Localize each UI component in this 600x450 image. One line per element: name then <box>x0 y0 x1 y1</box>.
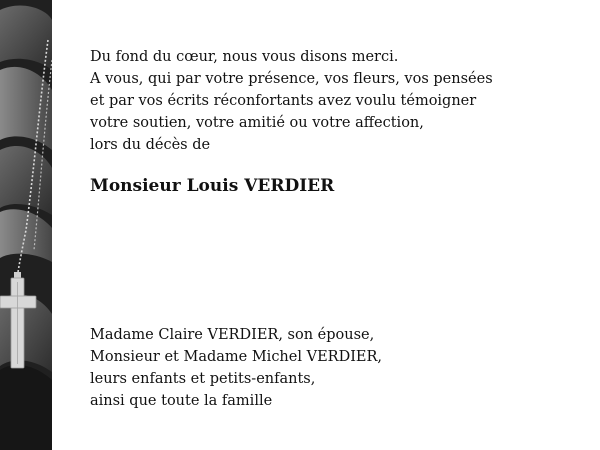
thank-you-message <box>90 46 570 156</box>
praying-hands-rosary-photo <box>0 0 52 450</box>
signatory-line: ainsi que toute la famille <box>90 393 273 409</box>
message-line: votre soutien, votre amitié ou votre affection, <box>90 115 424 131</box>
message-line: et par vos écrits réconfortants avez voulu témoigner <box>90 93 477 109</box>
signatory-line: Monsieur et Madame Michel VERDIER, <box>90 349 383 365</box>
signatory-line: Madame Claire VERDIER, son épouse, <box>90 327 375 343</box>
message-line: lors du décès de <box>90 137 211 153</box>
message-line: Du fond du cœur, nous vous disons merci. <box>90 49 399 65</box>
signatory-line: leurs enfants et petits-enfants, <box>90 371 316 387</box>
family-signatories <box>90 324 570 412</box>
message-line: A vous, qui par votre présence, vos fleurs, vos pensées <box>90 71 493 87</box>
deceased-name: Monsieur Louis VERDIER <box>90 176 335 196</box>
